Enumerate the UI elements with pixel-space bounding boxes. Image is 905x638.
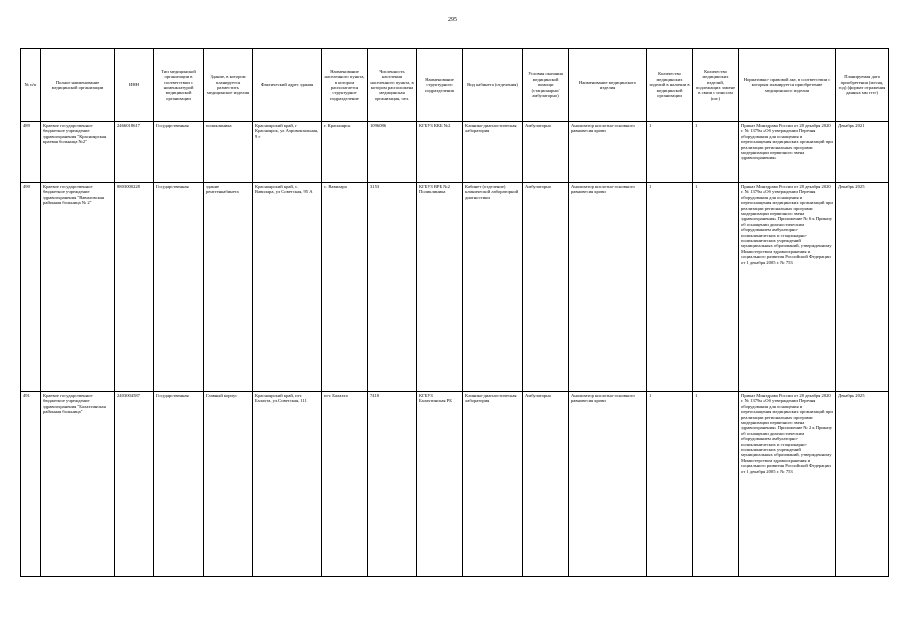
cell-settlement: пгт. Балахта	[322, 392, 368, 577]
page-number: 295	[448, 17, 457, 23]
cell-unit: КГБУЗ Балахтинская РБ	[417, 392, 463, 577]
cell-unit: КГБУЗ ВРБ №2 Поликлиника	[417, 183, 463, 392]
header-cell-conditions: Условия оказания медицинской помощи (стационарно/ амбулаторно)	[523, 49, 569, 122]
header-cell-unit: Наименование структурного подразделения	[417, 49, 463, 122]
cell-population: 1096086	[368, 122, 417, 183]
cell-building: поликлиника	[204, 122, 253, 183]
cell-type: Государственная	[154, 183, 204, 392]
table-row	[21, 122, 889, 183]
cell-replace: 1	[693, 183, 739, 392]
cell-inn: 8803000228	[115, 183, 154, 392]
equipment-table	[20, 48, 889, 577]
cell-date: Декабрь 2021	[836, 122, 889, 183]
cell-address: Красноярский край, г Красноярск, ул Аэровокзальная, 9 г	[253, 122, 322, 183]
header-cell-building: Здание, в котором планируется разместить медицинское изделия	[204, 49, 253, 122]
cell-type: Государственная	[154, 392, 204, 577]
cell-num: 491	[21, 392, 41, 577]
cell-inn: 2403004587	[115, 392, 154, 577]
header-cell-act: Нормативно- правовой акт, в соответствии с которым планируется приобретение медицинского изделия	[739, 49, 836, 122]
cell-building: здание рентгенкабинета	[204, 183, 253, 392]
cell-available: 1	[647, 392, 693, 577]
header-cell-population: Численность населения населенного пункта, в котором расположена медицинская организация, чел.	[368, 49, 417, 122]
cell-conditions: Амбулаторно	[523, 122, 569, 183]
cell-conditions: Амбулаторно	[523, 392, 569, 577]
cell-settlement: с. Вавилара	[322, 183, 368, 392]
cell-replace: 1	[693, 122, 739, 183]
cell-org: Краевое государственное бюджетное учреждение здравоохранения "Вавиловская районная больница № 2"	[41, 183, 115, 392]
cell-act: Приказ Минздрава России от 28 декабря 2020 г. № 1379н «Об утверждении Перечня оборудования для оснащения и переоснащения медицинских организаций при реализации региональных программ модернизации первичного звена здравоохранения»	[739, 122, 836, 183]
cell-cabinet: Клинико-диагностическая лаборатория	[463, 392, 523, 577]
cell-act: Приказ Минздрава России от 28 декабря 2020 г. № 1379н «Об утверждении Перечня оборудования для оснащения и переоснащения медицинских организаций при реализации региональных программ модернизации первичного звена здравоохранения» Приложение № 2 к Приказу об оснащении диагностическим оборудованием амбулаторно-поликлинических и стационарно-поликлинических учреждений муниципальных образований, утвержденному Министерством здравоохранения и социального развития Российской Федерации от 1 декабря 2005 г. № 753	[739, 392, 836, 577]
cell-available: 1	[647, 183, 693, 392]
table-row	[21, 392, 889, 577]
header-cell-available: Количество медицинских изделий в наличии в медицинской организации	[647, 49, 693, 122]
header-cell-cabinet: Вид кабинета (отделения)	[463, 49, 523, 122]
header-cell-num: № п/п	[21, 49, 41, 122]
header-cell-settlement: Наименование населенного пункта, в котором располагается структурное подразделение	[322, 49, 368, 122]
cell-act: Приказ Минздрава России от 28 декабря 2020 г. № 1379н «Об утверждении Перечня оборудования для оснащения и переоснащения медицинских организаций при реализации региональных программ модернизации первичного звена здравоохранения» Приложение № 6 к Приказу об оснащении диагностическим оборудованием амбулаторно-поликлинических и стационарно-поликлинических учреждений муниципальных образований, утвержденному Министерством здравоохранения и социального развития Российской Федерации от 1 декабря 2005 г. № 753	[739, 183, 836, 392]
cell-unit: КГБУЗ ККБ №2	[417, 122, 463, 183]
cell-building: Главный корпус	[204, 392, 253, 577]
cell-address: Красноярский край, пгт. Балахта, ул.Советская, 111	[253, 392, 322, 577]
cell-device: Анализатор кислотно-основного равновесия крови	[569, 392, 647, 577]
cell-cabinet: Кабинет (отделение) клинической лабораторной диагностики	[463, 183, 523, 392]
cell-conditions: Амбулаторно	[523, 183, 569, 392]
cell-inn: 2466018617	[115, 122, 154, 183]
cell-population: 3153	[368, 183, 417, 392]
cell-num: 490	[21, 183, 41, 392]
cell-cabinet: Клинико-диагностическая лаборатория	[463, 122, 523, 183]
cell-device: Анализатор кислотно-основного равновесия крови	[569, 183, 647, 392]
cell-address: Красноярский край, с. Вавилара, ул Советская, 95 А	[253, 183, 322, 392]
table-row	[21, 183, 889, 392]
cell-date: Декабрь 2025	[836, 183, 889, 392]
cell-population: 7410	[368, 392, 417, 577]
header-row	[21, 49, 889, 122]
cell-org: Краевое государственное бюджетное учреждение здравоохранения "Балахтинская районная больница"	[41, 392, 115, 577]
cell-date: Декабрь 2025	[836, 392, 889, 577]
cell-replace: 1	[693, 392, 739, 577]
header-cell-date: Планируемая дата приобретения (месяц, год) (формат отражения данных мм гггг)	[836, 49, 889, 122]
header-cell-device: Наименование медицинского изделия	[569, 49, 647, 122]
cell-settlement: г. Красноярск	[322, 122, 368, 183]
cell-type: Государственная	[154, 122, 204, 183]
cell-org: Краевое государственное бюджетное учреждение здравоохранения "Красноярская краевая больница №2"	[41, 122, 115, 183]
header-cell-inn: ИНН	[115, 49, 154, 122]
cell-available: 1	[647, 122, 693, 183]
cell-num: 489	[21, 122, 41, 183]
header-cell-type: Тип медицинской организации в соответствии с номенклатурой медицинской организации	[154, 49, 204, 122]
header-cell-replace: Количество медицинских изделий, подлежащих замене в связи с износом (шт.)	[693, 49, 739, 122]
cell-device: Анализатор кислотно-основного равновесия крови	[569, 122, 647, 183]
header-cell-address: Фактический адрес здания	[253, 49, 322, 122]
header-cell-org: Полное наименование медицинской организации	[41, 49, 115, 122]
